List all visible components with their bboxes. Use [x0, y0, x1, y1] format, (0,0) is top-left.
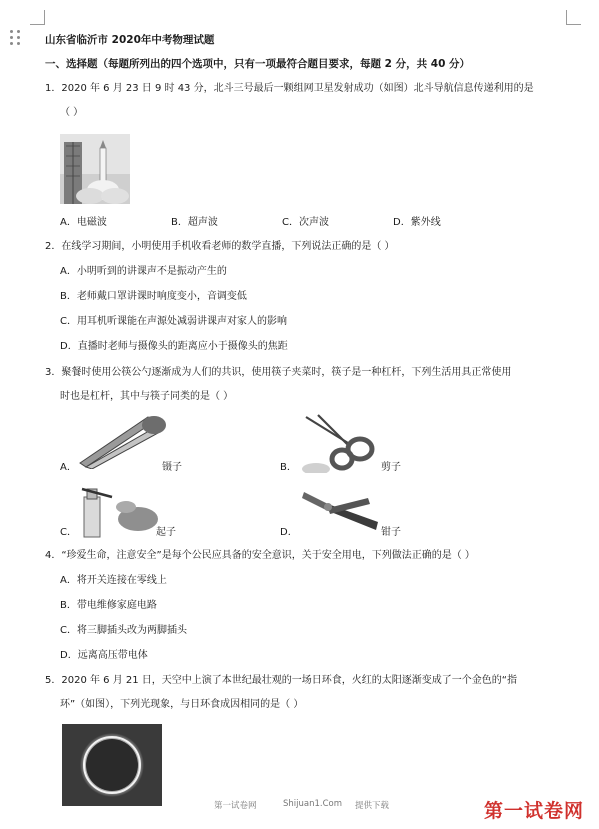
corner-mark-top-right — [566, 10, 581, 25]
question-1-blank: （ ） — [60, 107, 84, 118]
annular-eclipse-image — [62, 724, 162, 806]
question-4-text: 4．“珍爱生命，注意安全”是每个公民应具备的安全意识，关于安全用电，下列做法正确的是（ ） — [45, 550, 475, 561]
footer-site-name: 第一试卷网 — [214, 801, 257, 811]
question-3-option-a-label: A． — [60, 462, 77, 473]
question-1-option-a: A．电磁波 — [60, 217, 107, 228]
question-3-option-b-label: B． — [280, 462, 297, 473]
footer-download: 提供下载 — [355, 801, 390, 811]
question-1-text: 1．2020 年 6 月 23 日 9 时 43 分，北斗三号最后一颗组网卫星发射成功（如图）北斗导航信息传递利用的是 — [45, 83, 534, 94]
section-heading: 一、选择题（每题所列出的四个选项中，只有一项最符合题目要求，每题 2 分，共 40 分） — [45, 58, 471, 70]
question-4-option-b: B．带电维修家庭电路 — [60, 600, 157, 611]
tweezers-image — [78, 413, 168, 469]
pliers-image — [298, 482, 382, 538]
question-1-option-c: C．次声波 — [282, 217, 329, 228]
bottle-opener-image — [78, 483, 168, 539]
question-2-text: 2．在线学习期间，小明使用手机收看老师的数学直播，下列说法正确的是（ ） — [45, 241, 395, 252]
question-4-option-c: C．将三脚插头改为两脚插头 — [60, 625, 187, 636]
question-3-option-d-label: D． — [280, 527, 298, 538]
question-3-option-d-name: 钳子 — [381, 527, 401, 538]
question-3-option-a-name: 镊子 — [162, 462, 182, 473]
scissors-image — [298, 413, 382, 473]
question-3-option-c-name: 起子 — [156, 527, 176, 538]
question-4-option-d: D．远离高压带电体 — [60, 650, 148, 661]
question-4-option-a: A．将开关连接在零线上 — [60, 575, 167, 586]
site-brand-logo: 第一试卷网 — [484, 800, 585, 822]
question-3-text: 3．聚餐时使用公筷公勺逐渐成为人们的共识，使用筷子夹菜时，筷子是一种杠杆，下列生活用具正常使用 — [45, 367, 512, 378]
question-3-option-b-name: 剪子 — [381, 462, 401, 473]
question-2-option-a: A．小明听到的讲课声不是振动产生的 — [60, 266, 227, 277]
question-3-text-cont: 时也是杠杆，其中与筷子同类的是（ ） — [60, 391, 234, 402]
question-2-option-d: D．直播时老师与摄像头的距离应小于摄像头的焦距 — [60, 341, 288, 352]
question-3-option-c-label: C． — [60, 527, 77, 538]
question-2-option-b: B．老师戴口罩讲课时响度变小，音调变低 — [60, 291, 247, 302]
footer-site-url: Shijuan1.Com — [283, 799, 343, 809]
drag-handle-icon[interactable] — [10, 30, 21, 45]
question-2-option-c: C．用耳机听课能在声源处减弱讲课声对家人的影响 — [60, 316, 287, 327]
question-1-option-d: D．紫外线 — [393, 217, 441, 228]
question-1-option-b: B．超声波 — [171, 217, 218, 228]
rocket-launch-image — [60, 134, 130, 204]
question-5-text: 5．2020 年 6 月 21 日，天空中上演了本世纪最壮观的一场日环食，火红的太阳逐渐变成了一个金色的“指 — [45, 675, 517, 686]
question-5-text-cont: 环”（如图），下列光现象，与日环食成因相同的是（ ） — [60, 699, 304, 710]
document-title: 山东省临沂市 2020年中考物理试题 — [45, 34, 215, 46]
corner-mark-top-left — [30, 10, 45, 25]
